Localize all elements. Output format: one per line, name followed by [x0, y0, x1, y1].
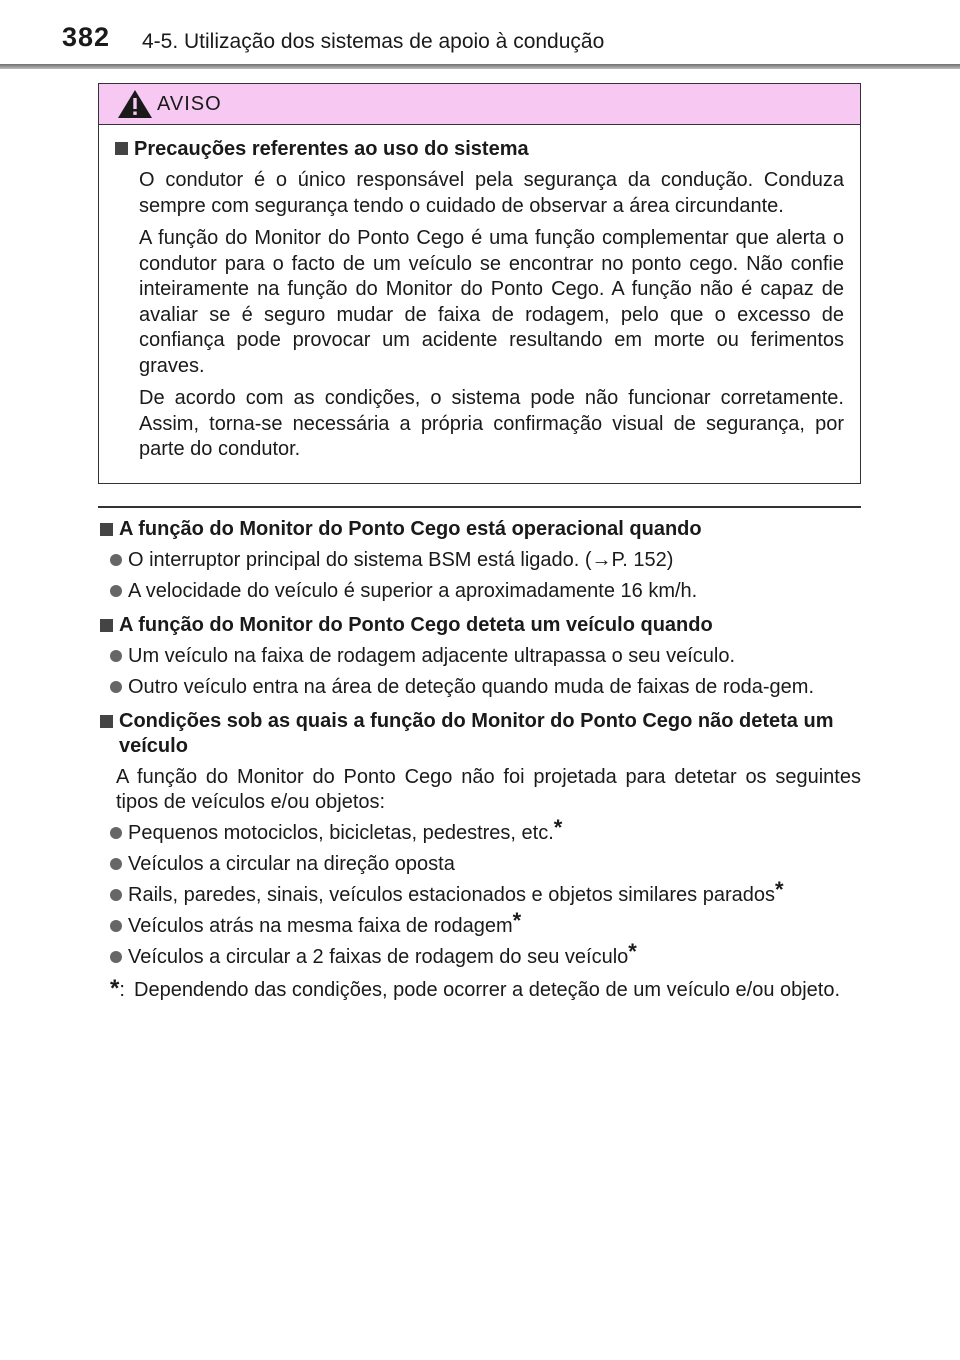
round-bullet-icon [110, 585, 122, 597]
header-divider [0, 64, 960, 69]
page-header [0, 0, 960, 70]
square-bullet-icon [100, 619, 113, 632]
warning-paragraph: A função do Monitor do Ponto Cego é uma função complementar que alerta o condutor para o facto de um veículo se encontrar no ponto cego. Não confie inteiramente na função do Monitor do Ponto Cego. A função não é capaz de avaliar se é seguro mudar de faixa de rodagem, pelo que o excesso de confiança pode provocar um acidente resultando em morte ou ferimentos graves. [139, 227, 844, 377]
warning-section-title [115, 135, 844, 163]
warning-paragraph: De acordo com as condições, o sistema pode não funcionar corretamente. Assim, torna-se necessária a própria confirmação visual de segurança, por parte do condutor. [139, 387, 844, 460]
list-item [110, 907, 861, 939]
list-item [110, 938, 861, 970]
round-bullet-icon [110, 889, 122, 901]
footnote-text: Dependendo das condições, pode ocorrer a deteção de um veículo e/ou objeto. [134, 978, 841, 1001]
list-item-text: Veículos a circular a 2 faixas de rodagem do seu veículo [128, 945, 629, 968]
list-item-content [128, 876, 784, 908]
round-bullet-icon [110, 920, 122, 932]
section-intro: A função do Monitor do Ponto Cego não foi projetada para detetar os seguintes tipos de veículos e/ou objetos: [116, 765, 861, 813]
warning-box [98, 83, 861, 484]
list-item [110, 579, 861, 604]
footnote-star: * [110, 974, 120, 1002]
section-title-text: Condições sob as quais a função do Monitor do Ponto Cego não deteta um veículo [119, 709, 834, 757]
section-title-text: A função do Monitor do Ponto Cego deteta um veículo quando [119, 613, 713, 636]
section-title [98, 613, 861, 638]
list-item-text: O interruptor principal do sistema BSM está ligado. (→P. 152) [128, 548, 674, 571]
round-bullet-icon [110, 650, 122, 662]
list-item-text: Rails, paredes, sinais, veículos estacionados e objetos similares parados [128, 883, 776, 906]
list-item [110, 548, 861, 573]
list-item-content [128, 814, 563, 846]
chapter-title: 4-5. Utilização dos sistemas de apoio à condução [142, 30, 605, 53]
footnote-mark: * [512, 907, 522, 933]
warning-title-text: Precauções referentes ao uso do sistema [134, 138, 529, 160]
square-bullet-icon [100, 523, 113, 536]
footnote-mark: * [553, 814, 563, 840]
list-item-text: Veículos atrás na mesma faixa de rodagem [128, 914, 513, 937]
footnote-mark: * [628, 938, 637, 964]
section-title [98, 709, 861, 759]
warning-body [99, 125, 860, 463]
round-bullet-icon [110, 554, 122, 566]
section-title-text: A função do Monitor do Ponto Cego está operacional quando [119, 517, 702, 540]
round-bullet-icon [110, 858, 122, 870]
footnote-mark: * [775, 876, 784, 902]
page-number: 382 [62, 22, 111, 52]
list-item [110, 644, 861, 669]
list-item [110, 876, 861, 908]
footnote [110, 974, 861, 1003]
list-item-text: Pequenos motociclos, bicicletas, pedestres, etc. [128, 821, 554, 844]
footnote-marker [110, 974, 134, 1002]
list-item-content [128, 938, 637, 970]
list-item [110, 814, 861, 846]
section-title [98, 517, 861, 542]
square-bullet-icon [115, 142, 128, 155]
list-item [110, 852, 861, 877]
round-bullet-icon [110, 951, 122, 963]
list-item-text: Um veículo na faixa de rodagem adjacente ultrapassa o seu veículo. [128, 644, 736, 667]
footnote-separator: : [119, 978, 125, 1001]
warning-paragraph: O condutor é o único responsável pela segurança da condução. Conduza sempre com segurança tendo o cuidado de observar a área circundante. [139, 169, 844, 217]
list-item [110, 675, 861, 700]
main-content [98, 506, 861, 1003]
list-item-text: A velocidade do veículo é superior a aproximadamente 16 km/h. [128, 579, 698, 602]
square-bullet-icon [100, 715, 113, 728]
round-bullet-icon [110, 827, 122, 839]
round-bullet-icon [110, 681, 122, 693]
warning-triangle-icon [117, 89, 153, 119]
warning-label: AVISO [157, 93, 222, 115]
list-item-content [128, 907, 522, 939]
warning-header [99, 84, 860, 125]
list-item-text: Outro veículo entra na área de deteção quando muda de faixas de roda-gem. [128, 675, 815, 698]
list-item-text: Veículos a circular na direção oposta [128, 852, 455, 875]
content-divider [98, 506, 861, 508]
